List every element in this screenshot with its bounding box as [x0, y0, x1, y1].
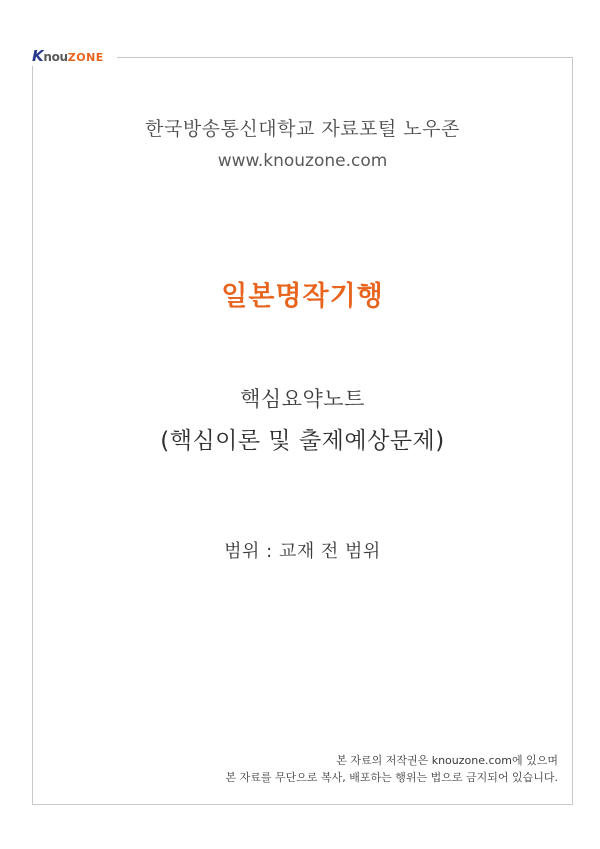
knouzone-logo [32, 48, 117, 64]
document-scope: 범위 : 교재 전 범위 [224, 541, 381, 562]
document-content [33, 58, 572, 804]
document-subtitle-primary: 핵심요약노트 [240, 387, 365, 411]
logo-mask [32, 64, 117, 66]
document-sheet [32, 57, 573, 805]
knouzone-logo-text [32, 46, 104, 65]
document-subtitle-secondary: (핵심이론 및 출제예상문제) [160, 428, 445, 454]
logo-text-zone: ZONE [67, 50, 104, 64]
site-url: www.knouzone.com [217, 151, 388, 171]
site-title: 한국방송통신대학교 자료포털 노우존 [145, 118, 460, 140]
copyright-line-2: 본 자료를 무단으로 복사, 배포하는 행위는 법으로 금지되어 있습니다. [225, 770, 558, 784]
logo-text-nou: nou [43, 49, 68, 64]
copyright-footer [33, 752, 558, 786]
copyright-line-1: 본 자료의 저작권은 knouzone.com에 있으며 [336, 753, 558, 767]
document-title: 일본명작기행 [221, 281, 384, 312]
logo-letter-k: K [32, 46, 44, 65]
